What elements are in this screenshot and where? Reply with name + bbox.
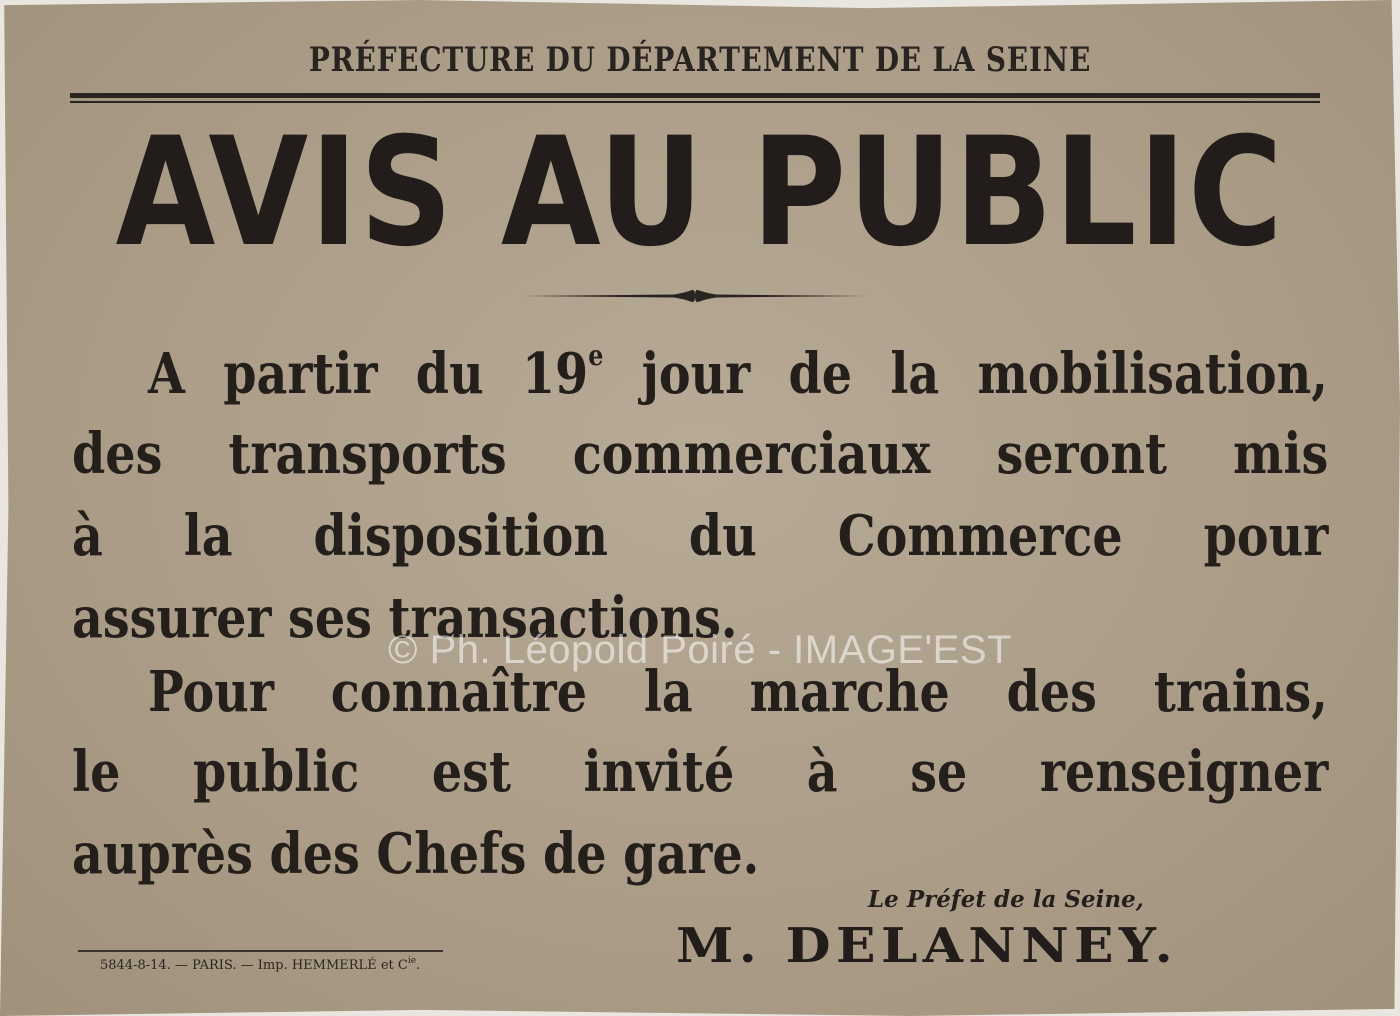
imprint-superscript: ie [407,956,417,966]
imprint-end: . [416,958,421,973]
p1-line1-text: A partir du 19 [148,341,589,407]
paragraph-1-line-2: des transports commerciaux seront mis [72,421,1329,487]
ornament-divider [524,288,866,304]
p1-line1-superscript: e [588,339,604,372]
paragraph-2-line-2: le public est invité à se renseigner [72,739,1329,805]
paragraph-2-line-1: Pour connaître la marche des trains, [148,659,1328,725]
paragraph-1-line-3: à la disposition du Commerce pour [72,503,1329,569]
signature-name: M. DELANNEY. [676,918,1179,974]
paragraph-1-line-4: assurer ses transactions. [72,585,738,651]
headline: AVIS AU PUBLIC [115,106,1285,280]
imprint-line [100,958,420,973]
paragraph-2-line-3: auprès des Chefs de gare. [72,821,760,887]
imprint-rule [78,950,443,952]
header-rule-thick [70,93,1320,98]
header-rule-thin [70,101,1320,103]
paragraph-1-line-1 [148,334,1328,414]
p1-line1-rest: jour de la mobilisation, [603,341,1328,407]
watermark: © Ph. Léopold Poiré - IMAGE'EST [388,628,1012,672]
imprint-text: 5844-8-14. — PARIS. — Imp. HEMMERLÉ et C [100,958,408,973]
signature-title: Le Préfet de la Seine, [868,886,1144,913]
agency-header: PRÉFECTURE DU DÉPARTEMENT DE LA SEINE [308,40,1092,80]
